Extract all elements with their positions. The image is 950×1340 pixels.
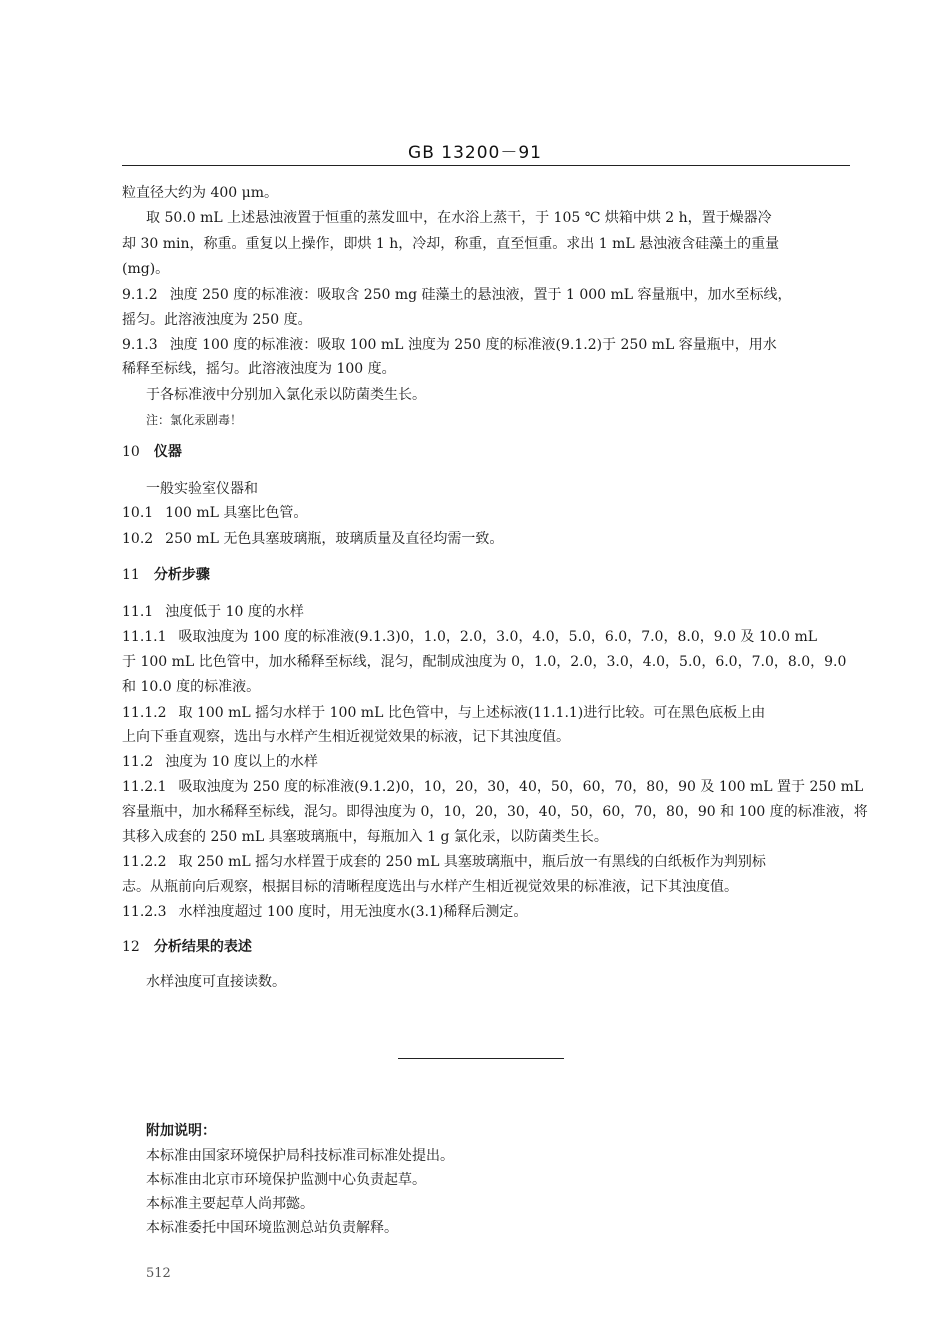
additional-notes-title: 附加说明： [146, 1123, 216, 1139]
text-line: 容量瓶中，加水稀释至标线，混匀。即得浊度为 0，10，20，30，40，50，60，70，80，90 和 100 度的标准液，将 [122, 804, 868, 820]
clause-11-1-1: 11.1.1 吸取浊度为 100 度的标准液(9.1.3)0，1.0，2.0，3.0，4.0，5.0，6.0，7.0，8.0，9.0 及 10.0 mL [122, 629, 818, 645]
text-line: 上向下垂直观察，选出与水样产生相近视觉效果的标液，记下其浊度值。 [122, 729, 570, 745]
section-heading-10: 10 仪器 [122, 444, 182, 460]
header-rule [122, 165, 850, 166]
text-line: 和 10.0 度的标准液。 [122, 679, 261, 695]
additional-note-item: 本标准主要起草人尚邦懿。 [146, 1196, 314, 1212]
additional-note-item: 本标准由国家环境保护局科技标准司标准处提出。 [146, 1148, 454, 1164]
section-heading-11: 11 分析步骤 [122, 567, 210, 583]
text-line: 摇匀。此溶液浊度为 250 度。 [122, 312, 312, 328]
text-line: 志。从瓶前向后观察，根据目标的清晰程度选出与水样产生相近视觉效果的标准液，记下其浊度值。 [122, 879, 738, 895]
additional-note-item: 本标准委托中国环境监测总站负责解释。 [146, 1220, 398, 1236]
clause-9-1-2: 9.1.2 浊度 250 度的标准液：吸取含 250 mg 硅藻土的悬浊液，置于 1 000 mL 容量瓶中，加水至标线， [122, 287, 792, 303]
clause-11-2-1: 11.2.1 吸取浊度为 250 度的标准液(9.1.2)0，10，20，30，40，50，60，70，80，90 及 100 mL 置于 250 mL [122, 779, 864, 795]
text-line: 一般实验室仪器和 [146, 481, 258, 497]
text-line: 水样浊度可直接读数。 [146, 974, 286, 990]
clause-9-1-3: 9.1.3 浊度 100 度的标准液：吸取 100 mL 浊度为 250 度的标准液(9.1.2)于 250 mL 容量瓶中，用水 [122, 337, 777, 353]
clause-10-2: 10.2 250 mL 无色具塞玻璃瓶，玻璃质量及直径均需一致。 [122, 531, 504, 547]
toxicity-note: 注：氯化汞剧毒！ [146, 413, 243, 427]
text-line: 取 50.0 mL 上述悬浊液置于恒重的蒸发皿中，在水浴上蒸干，于 105 ℃ 烘箱中烘 2 h，置于燥器冷 [146, 210, 772, 226]
clause-10-1: 10.1 100 mL 具塞比色管。 [122, 505, 308, 521]
standard-header: GB 13200－91 [408, 143, 542, 163]
page-number: 512 [146, 1266, 171, 1281]
text-line: 于 100 mL 比色管中，加水稀释至标线，混匀，配制成浊度为 0，1.0，2.0，3.0，4.0，5.0，6.0，7.0，8.0，9.0 [122, 654, 847, 670]
text-line: 于各标准液中分别加入氯化汞以防菌类生长。 [146, 387, 426, 403]
clause-11-2-2: 11.2.2 取 250 mL 摇匀水样置于成套的 250 mL 具塞玻璃瓶中，瓶后放一有黑线的白纸板作为判别标 [122, 854, 766, 870]
additional-note-item: 本标准由北京市环境保护监测中心负责起草。 [146, 1172, 426, 1188]
text-line: 其移入成套的 250 mL 具塞玻璃瓶中，每瓶加入 1 g 氯化汞，以防菌类生长。 [122, 829, 608, 845]
clause-11-1: 11.1 浊度低于 10 度的水样 [122, 604, 304, 620]
text-line: 稀释至标线，摇匀。此溶液浊度为 100 度。 [122, 361, 396, 377]
clause-11-1-2: 11.1.2 取 100 mL 摇匀水样于 100 mL 比色管中，与上述标液(11.1.1)进行比较。可在黑色底板上由 [122, 705, 766, 721]
text-line: 却 30 min，称重。重复以上操作，即烘 1 h，冷却，称重，直至恒重。求出 1 mL 悬浊液含硅藻土的重量 [122, 236, 780, 252]
end-rule [398, 1058, 564, 1059]
section-heading-12: 12 分析结果的表述 [122, 939, 252, 955]
text-line: 粒直径大约为 400 μm。 [122, 185, 278, 201]
clause-11-2-3: 11.2.3 水样浊度超过 100 度时，用无浊度水(3.1)稀释后测定。 [122, 904, 528, 920]
text-line: (mg)。 [122, 261, 170, 277]
clause-11-2: 11.2 浊度为 10 度以上的水样 [122, 754, 318, 770]
